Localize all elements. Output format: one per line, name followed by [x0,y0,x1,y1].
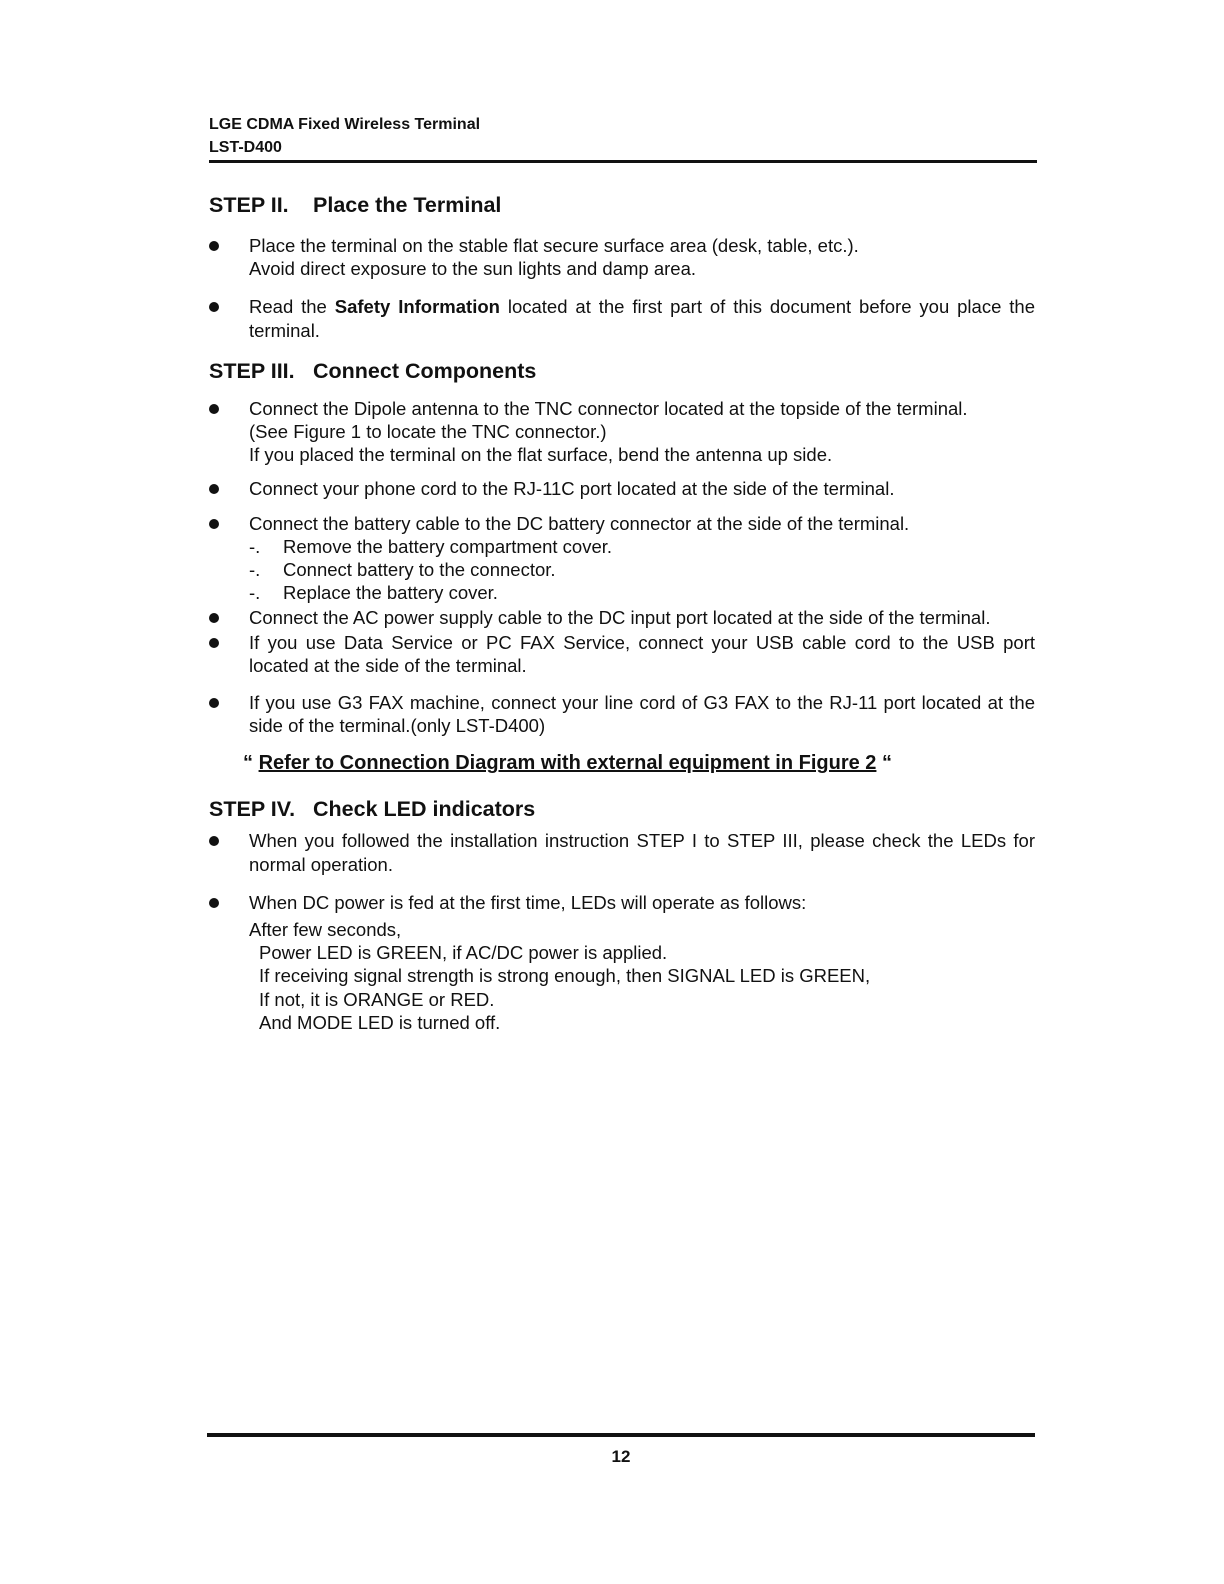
bullet-icon [209,638,219,648]
footer-rule [207,1433,1035,1437]
step3-bullet-6-text: If you use G3 FAX machine, connect your line cord of G3 FAX to the RJ-11 port located at the side of the terminal.(only LST-D400) [249,692,1035,737]
step2-title: Place the Terminal [313,193,502,217]
connection-diagram-reference [243,748,1035,778]
dash-marker: -. [249,559,261,581]
bullet-icon [209,404,219,414]
signal-led-status: If receiving signal strength is strong enough, then SIGNAL LED is GREEN, [259,965,871,987]
battery-substep-1-text: Remove the battery compartment cover. [283,535,613,557]
step3-title: Connect Components [313,358,537,383]
step3-bullet-6 [209,691,1035,737]
step4-number: STEP IV. [209,797,296,822]
step3-bullet-4-text: Connect the AC power supply cable to the DC input port located at the side of the terminal. [249,607,991,629]
step4-title: Check LED indicators [313,797,536,822]
battery-substep-2-text: Connect battery to the connector. [283,559,556,581]
step3-bullet-1-line2: (See Figure 1 to locate the TNC connector.) [249,421,607,443]
bullet-icon [209,613,219,623]
header-rule [209,160,1037,163]
step3-bullet-2 [209,477,1035,500]
step3-bullet-1-line3: If you placed the terminal on the flat surface, bend the antenna up side. [249,444,833,466]
battery-substep-3-text: Replace the battery cover. [283,582,498,604]
step3-bullet-1-line1: Connect the Dipole antenna to the TNC connector located at the topside of the terminal. [249,397,968,419]
refer-open-quote: “ [243,752,259,775]
refer-close-quote: “ [876,752,892,775]
step3-bullet-5 [209,631,1035,677]
step3-bullet-3 [209,512,1035,605]
step2-bullet-2-post: located at the first part of this document before you place the terminal. [249,296,1035,341]
after-few-seconds: After few seconds, [249,919,402,941]
step3-bullet-1 [209,397,1035,467]
step2-heading [209,190,1035,220]
bullet-icon [209,484,219,494]
page-header [209,113,1037,163]
step2-bullet-1-line1: Place the terminal on the stable flat secure surface area (desk, table, etc.). [249,235,859,256]
signal-led-fallback: If not, it is ORANGE or RED. [259,988,495,1010]
bullet-icon [209,698,219,708]
step3-bullet-3-text: Connect the battery cable to the DC battery connector at the side of the terminal. [249,512,910,534]
step3-bullet-4 [209,606,1035,629]
connection-diagram-link[interactable]: Refer to Connection Diagram with external equipment in Figure 2 [258,752,877,775]
step2-bullet-1-line2: Avoid direct exposure to the sun lights and damp area. [249,258,697,280]
page-number: 12 [611,1447,631,1466]
battery-substep-1 [249,535,1035,558]
step3-number: STEP III. [209,358,295,383]
battery-substep-2 [249,558,1035,581]
step4-bullet-2 [209,891,1035,1034]
step3-heading [209,356,1035,386]
bullet-icon [209,519,219,529]
dash-marker: -. [249,582,261,604]
step3-bullet-2-text: Connect your phone cord to the RJ-11C port located at the side of the terminal. [249,478,895,500]
step2-bullet-2-pre: Read the [249,296,335,318]
power-led-status: Power LED is GREEN, if AC/DC power is applied. [259,942,668,964]
page-footer [207,1433,1035,1467]
step4-bullet-1-text: When you followed the installation instruction STEP I to STEP III, please check the LEDs for normal operation. [249,830,1035,875]
bullet-icon [209,836,219,846]
battery-substep-3 [249,581,1035,604]
step4-bullet-1 [209,829,1035,875]
mode-led-status: And MODE LED is turned off. [259,1011,501,1033]
step2-bullet-2 [209,295,1035,341]
bullet-icon [209,898,219,908]
step4-bullet-2-text: When DC power is fed at the first time, LEDs will operate as follows: [249,891,807,913]
page-content [209,190,1035,1034]
step4-heading [209,794,1035,824]
step2-number: STEP II. [209,193,289,217]
header-title: LGE CDMA Fixed Wireless Terminal [209,116,481,133]
header-model: LST-D400 [209,139,282,156]
bullet-icon [209,302,219,312]
bullet-icon [209,241,219,251]
step3-bullet-5-text: If you use Data Service or PC FAX Service, connect your USB cable cord to the USB port located at the side of the terminal. [249,631,1035,676]
safety-information-term: Safety Information [334,296,500,318]
dash-marker: -. [249,535,261,557]
step2-bullet-1 [209,234,1035,280]
